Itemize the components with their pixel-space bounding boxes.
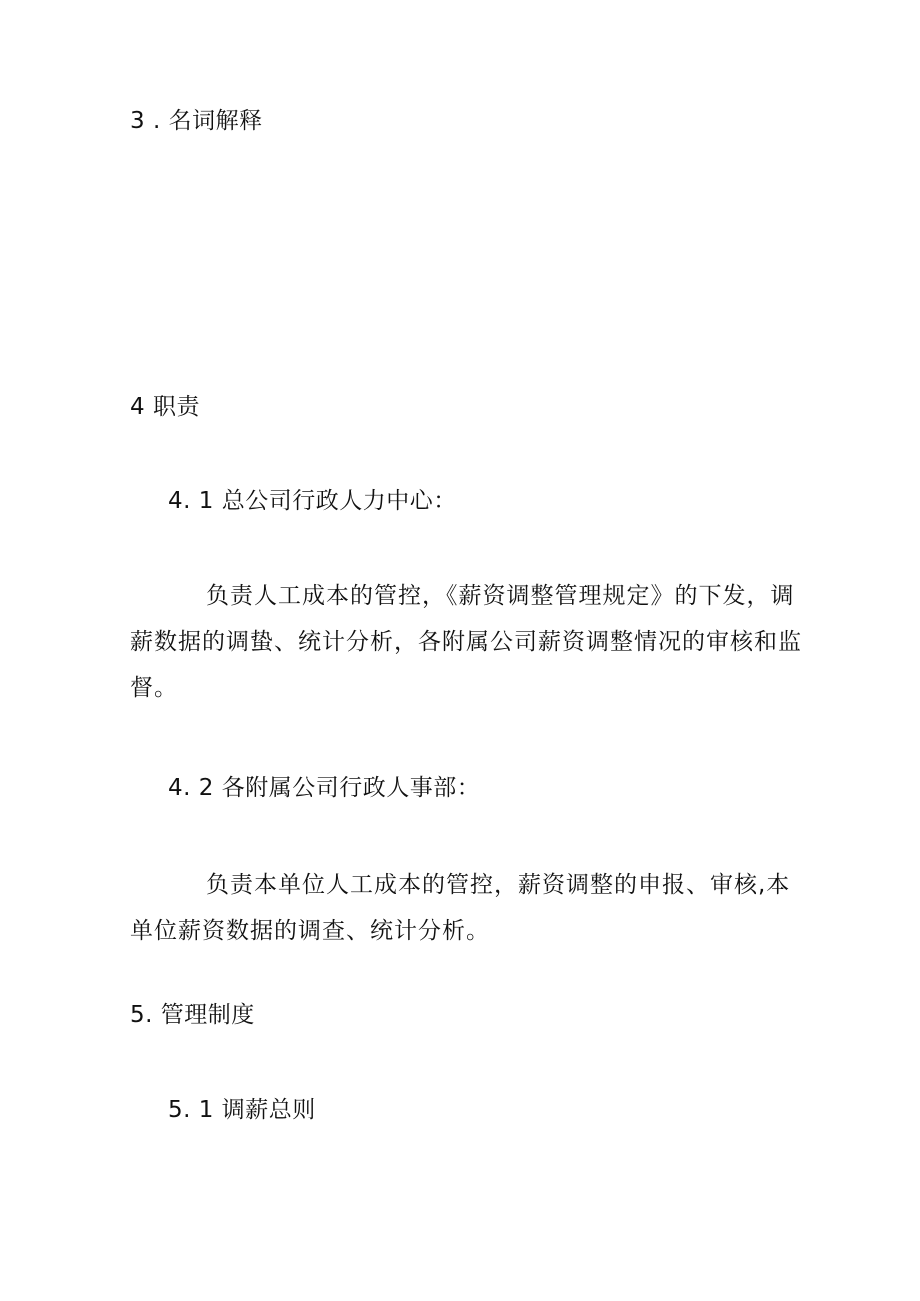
subsection-4-2-heading: 4. 2 各附属公司行政人事部： bbox=[168, 775, 481, 801]
subsection-4-1-body bbox=[130, 573, 810, 711]
body-line: 单位薪资数据的调查、统计分析。 bbox=[130, 918, 490, 944]
section-5-heading: 5. 管理制度 bbox=[130, 1002, 255, 1028]
body-line: 负责人工成本的管控，《薪资调整管理规定》的下发，调 bbox=[206, 583, 795, 609]
body-line: 负责本单位人工成本的管控，薪资调整的申报、审核,本 bbox=[206, 872, 791, 898]
subsection-4-1-heading: 4. 1 总公司行政人力中心： bbox=[168, 488, 457, 514]
subsection-4-2-body bbox=[130, 862, 810, 954]
section-4-heading: 4 职责 bbox=[130, 394, 200, 420]
body-line: 督。 bbox=[130, 675, 178, 701]
section-3-heading: 3 . 名词解释 bbox=[130, 108, 263, 134]
body-line: 薪数据的调蛰、统计分析，各附属公司薪资调整情况的审核和监 bbox=[130, 629, 802, 655]
subsection-5-1-heading: 5. 1 调薪总则 bbox=[168, 1097, 316, 1123]
